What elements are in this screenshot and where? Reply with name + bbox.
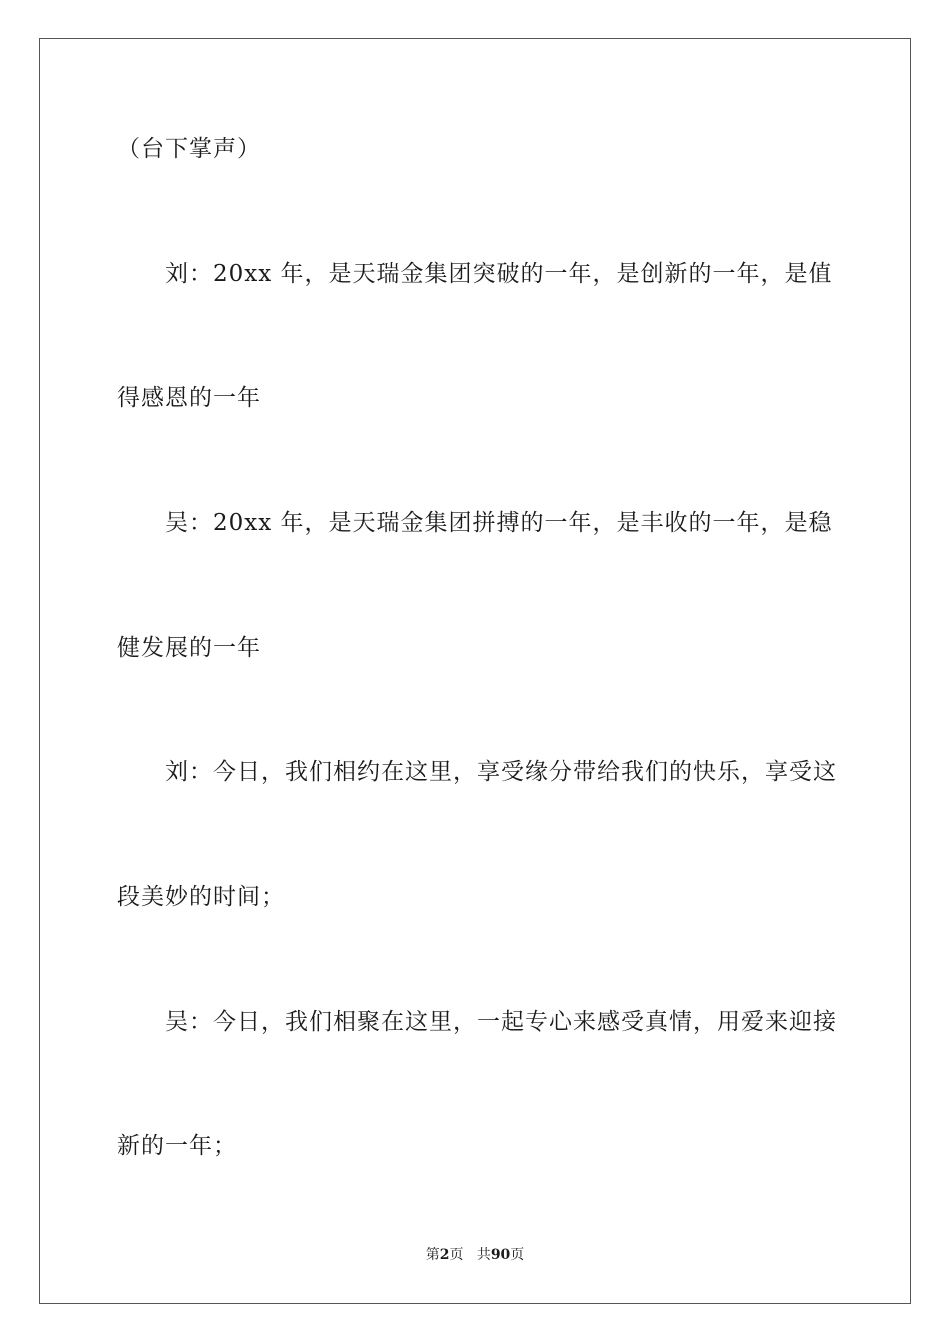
dialogue-line: 新的一年； xyxy=(117,1133,237,1159)
dialogue-line: 吴：20xx 年，是天瑞金集团拼搏的一年，是丰收的一年，是稳 xyxy=(165,510,833,536)
page-border xyxy=(39,38,911,1304)
dialogue-line: 刘：20xx 年，是天瑞金集团突破的一年，是创新的一年，是值 xyxy=(165,261,833,287)
dialogue-line: 吴：今日，我们相聚在这里，一起专心来感受真情，用爱来迎接 xyxy=(165,1009,837,1035)
current-page-number: 2 xyxy=(439,1247,450,1263)
total-pages-number: 90 xyxy=(490,1247,511,1263)
footer-prefix: 第 xyxy=(425,1247,440,1263)
dialogue-line: 段美妙的时间； xyxy=(117,884,285,910)
dialogue-line: 得感恩的一年 xyxy=(117,385,261,411)
footer-page-word: 页 xyxy=(449,1247,464,1263)
stage-direction-line: （台下掌声） xyxy=(117,136,261,162)
page-footer xyxy=(0,1246,950,1264)
dialogue-line: 健发展的一年 xyxy=(117,635,261,661)
footer-total-suffix: 页 xyxy=(510,1247,525,1263)
dialogue-line: 刘：今日，我们相约在这里，享受缘分带给我们的快乐，享受这 xyxy=(165,759,837,785)
footer-total-prefix: 共 xyxy=(476,1247,491,1263)
